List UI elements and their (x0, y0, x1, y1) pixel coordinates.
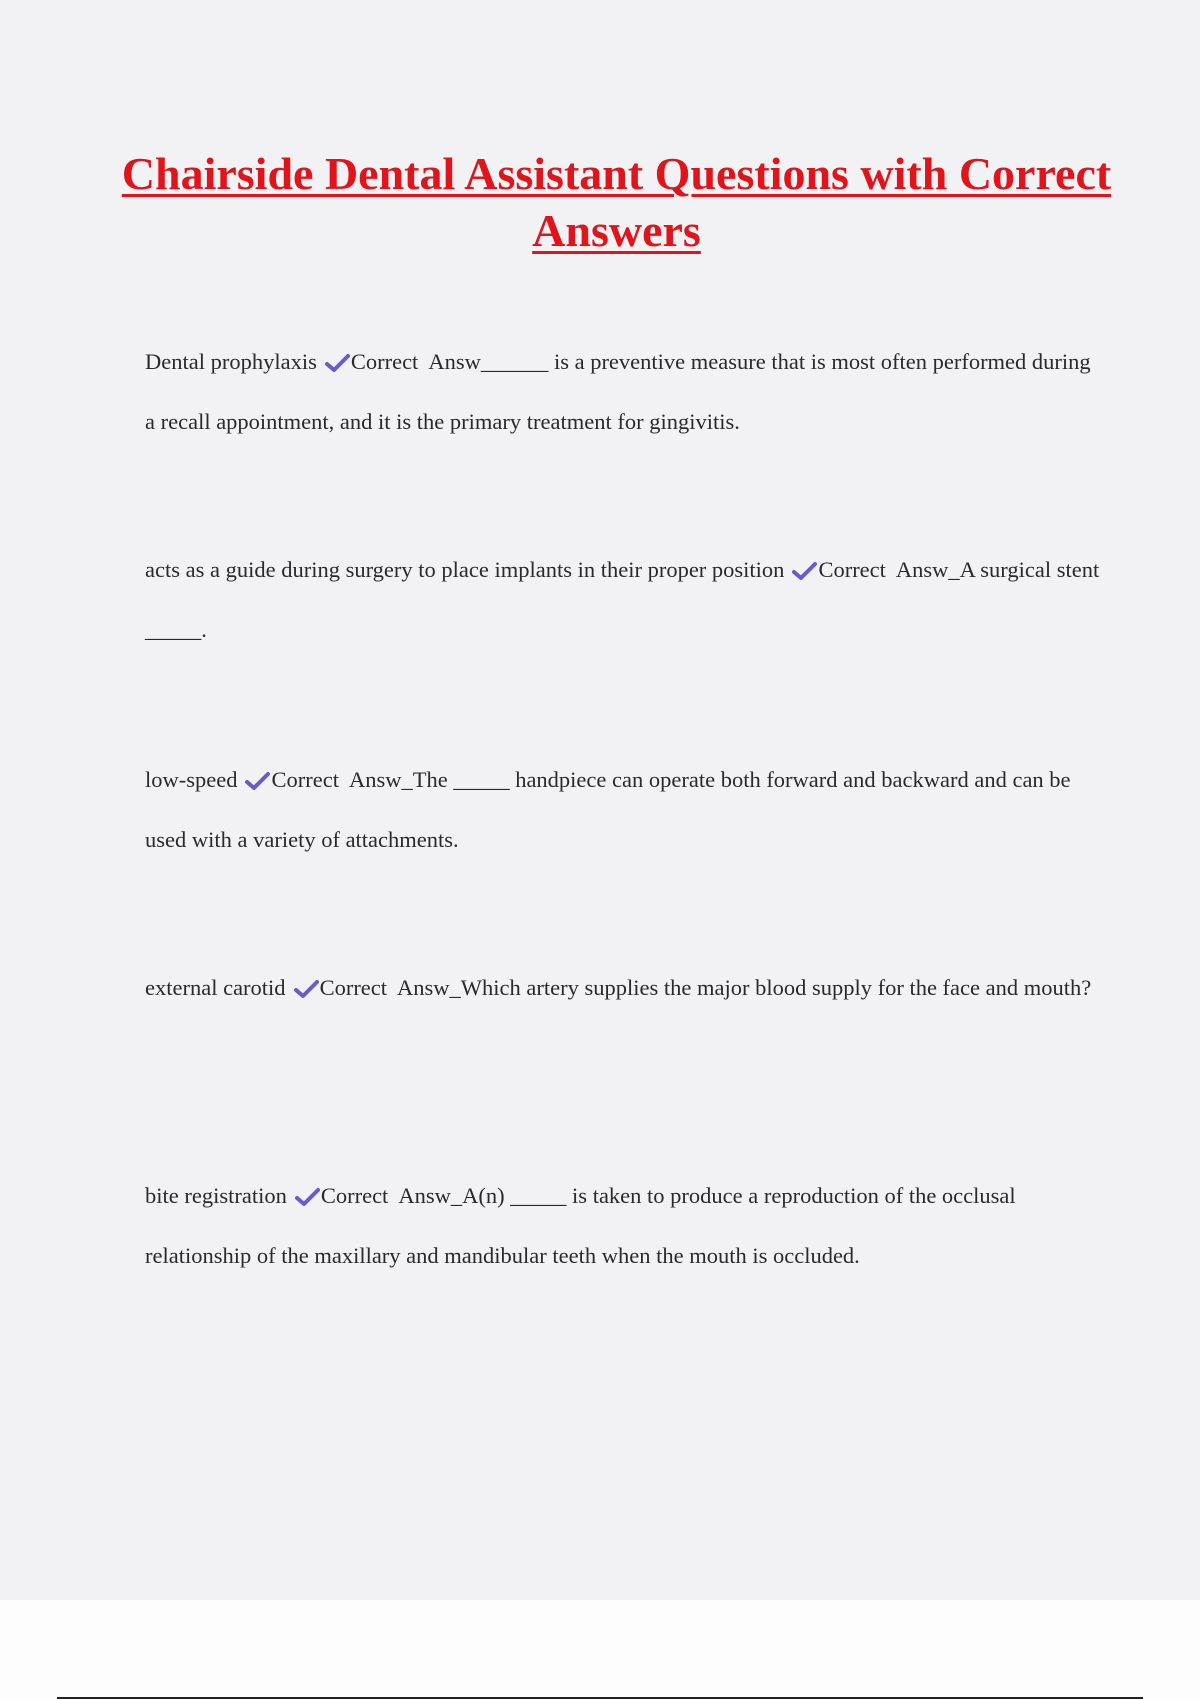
page-title: Chairside Dental Assistant Questions with Correct Answers (121, 148, 1112, 256)
qa-question: Correct Answ_Which artery supplies the major blood supply for the face and mouth? (319, 975, 1092, 1000)
qa-answer: bite registration (145, 1183, 287, 1208)
page-divider (57, 1697, 1143, 1699)
checkmark-icon (245, 772, 270, 790)
qa-item (145, 540, 1105, 660)
checkmark-icon (295, 1188, 320, 1206)
checkmark-icon (325, 354, 350, 372)
qa-answer: external carotid (145, 975, 286, 1000)
qa-answer: acts as a guide during surgery to place implants in their proper position (145, 557, 785, 582)
qa-question: Correct Answ_A(n) _____ is taken to produce a reproduction of the occlusal relationship of the maxillary and mandibular teeth when the mouth is occluded. (145, 1183, 1022, 1268)
qa-item (145, 958, 1105, 1018)
qa-question: Correct Answ______ is a preventive measure that is most often performed during a recall appointment, and it is the primary treatment for gingivitis. (145, 349, 1097, 434)
qa-answer: Dental prophylaxis (145, 349, 317, 374)
checkmark-icon (792, 562, 817, 580)
qa-item (145, 1166, 1105, 1286)
checkmark-icon (294, 980, 319, 998)
qa-item (145, 332, 1105, 452)
qa-answer: low-speed (145, 767, 238, 792)
qa-question: Correct Answ_A surgical stent _____. (145, 557, 1105, 642)
qa-question: Correct Answ_The _____ handpiece can operate both forward and backward and can be used with a variety of attachments. (145, 767, 1077, 852)
qa-item (145, 750, 1105, 870)
